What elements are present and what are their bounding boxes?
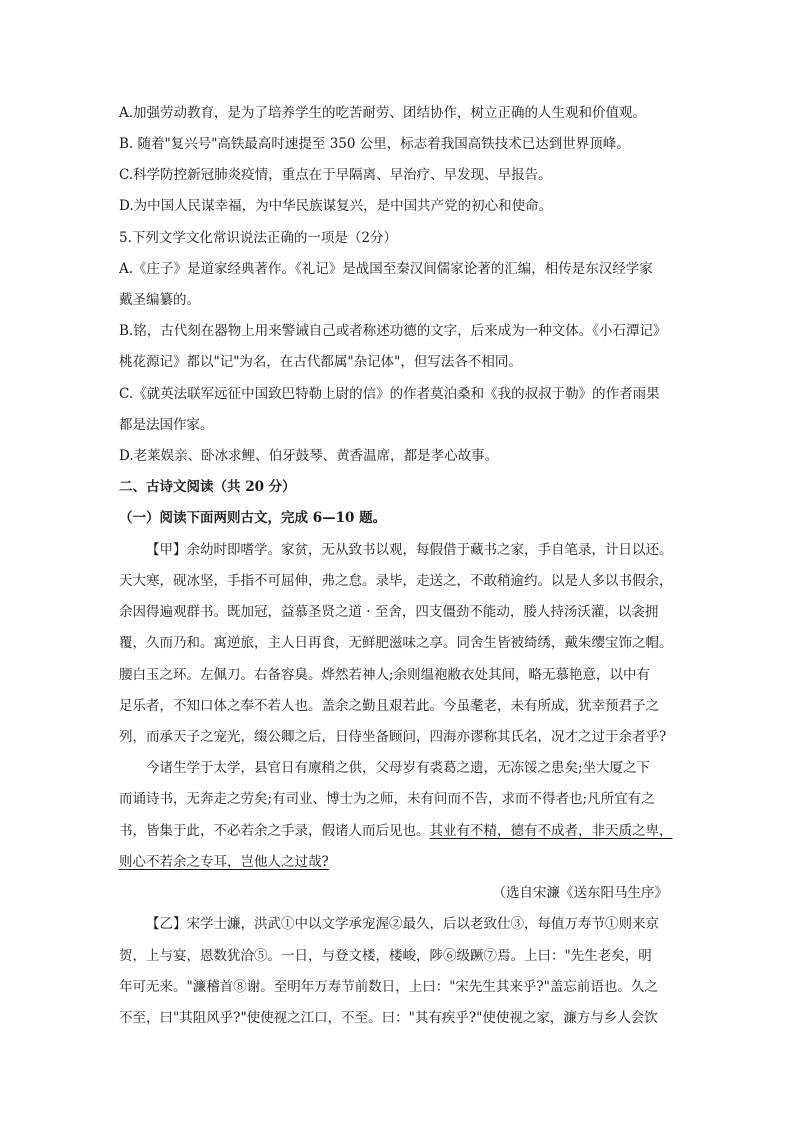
q4-option-d: D.为中国人民谋幸福，为中华民族谋复兴，是中国共产党的初心和使命。 <box>119 198 553 214</box>
q5-option-b-line1: B.铭，古代刻在器物上用来警诫自己或者称述功德的文字，后来成为一种文体。《小石潭记》 <box>119 323 667 339</box>
q5-option-b-line2: 桃花源记》都以"记"为名，在古代都属"杂记体"，但写法各不相同。 <box>119 354 522 370</box>
q4-option-c: C.科学防控新冠肺炎疫情，重点在于早隔离、早治疗、早发现、早报告。 <box>119 167 552 183</box>
jia-p2-line: 今诸生学于太学，县官日有廪稍之供，父母岁有裘葛之遗，无冻馁之患矣;坐大厦之下 <box>146 760 651 776</box>
yi-line: 年可无来。"濂稽首⑧谢。至明年万寿节前数日，上曰："宋先生其来乎?"盖忘前语也。久之 <box>119 979 658 995</box>
q5-stem: 5.下列文学文化常识说法正确的一项是（2分） <box>119 230 397 246</box>
q5-option-d: D.老莱娱亲、卧冰求鲤、伯牙鼓琴、黄香温席，都是孝心故事。 <box>119 448 499 464</box>
q5-option-c-line2: 都是法国作家。 <box>119 417 214 433</box>
jia-p1-line: 【甲】余幼时即嗜学。家贫，无从致书以观，每假借于藏书之家，手自笔录，计日以还。 <box>146 542 673 558</box>
q5-option-a-line2: 戴圣编纂的。 <box>119 292 200 308</box>
q4-option-a: A.加强劳动教育，是为了培养学生的吃苦耐劳、团结协作，树立正确的人生观和价值观。 <box>119 105 647 121</box>
yi-line: 贺，上与宴，恩数犹洽⑤。一日，与登文楼，楼峻，陟⑥级蹶⑦焉。上曰："先生老矣，明 <box>119 948 652 964</box>
q5-option-a-line1: A.《庄子》是道家经典著作。《礼记》是战国至秦汉间儒家论著的汇编，相传是东汉经学家 <box>119 261 653 277</box>
yi-line: 不至，曰"其阻风乎?"使使视之江口，不至。曰："其有疾乎?"使使视之家，濂方与乡人会饮 <box>119 1010 658 1026</box>
jia-p1-line: 腰白玉之环。左佩刀。右备容臭。烨然若神人;余则缊袍敝衣处其间，略无慕艳意，以中有 <box>119 667 651 683</box>
jia-p2-line-with-underline <box>119 821 679 841</box>
jia-p2-line: 而诵诗书，无奔走之劳矣;有司业、博士为之师，未有问而不告，求而不得者也;凡所宜有之 <box>119 791 655 807</box>
section-title: 二、古诗文阅读（共 20 分） <box>119 479 296 495</box>
section-subtitle: （一）阅读下面两则古文，完成 6—10 题。 <box>119 510 387 526</box>
underlined-sentence: 其业有不精，德有不成者，非天质之卑， <box>429 823 673 839</box>
underlined-sentence: 则心不若余之专耳，岂他人之过哉? <box>119 854 329 870</box>
jia-p2-underline-line <box>119 852 679 872</box>
jia-p2-text: 书，皆集于此，不必若余之手录，假诸人而后见也。 <box>119 823 430 839</box>
q4-option-b: B. 随着"复兴号"高铁最高时速提至 350 公里，标志着我国高铁技术已达到世界顶峰。 <box>119 136 630 152</box>
jia-p1-line: 列，而承天子之宠光，缀公卿之后，日侍坐备顾问，四海亦谬称其氏名，况才之过于余者乎? <box>119 729 667 745</box>
yi-line: 【乙】宋学士濂，洪武①中以文学承宠渥②最久，后以老致仕③，每值万寿节①则来京 <box>146 916 659 932</box>
jia-p1-line: 覆，久而乃和。寓逆旅，主人日再食，无鲜肥滋味之享。同舍生皆被绮绣，戴朱缨宝饰之帽。 <box>119 635 673 651</box>
q5-option-c-line1: C.《就英法联军远征中国致巴特勒上尉的信》的作者莫泊桑和《我的叔叔于勒》的作者雨果 <box>119 386 660 402</box>
jia-p1-line: 足乐者，不知口体之奉不若人也。盖余之勤且艰若此。今虽耄老，未有所成，犹幸预君子之 <box>119 698 659 714</box>
jia-p1-line: 余因得遍观群书。既加冠，益慕圣贤之道 · 至舍，四支僵劲不能动，媵人持汤沃灌，以衾拥 <box>119 604 659 620</box>
jia-source: （选自宋濂《送东阳马生序》 <box>492 885 668 901</box>
jia-p1-line: 天大寒，砚冰坚，手指不可屈伸，弗之怠。录毕，走送之，不敢稍逾约。以是人多以书假余， <box>119 573 673 589</box>
